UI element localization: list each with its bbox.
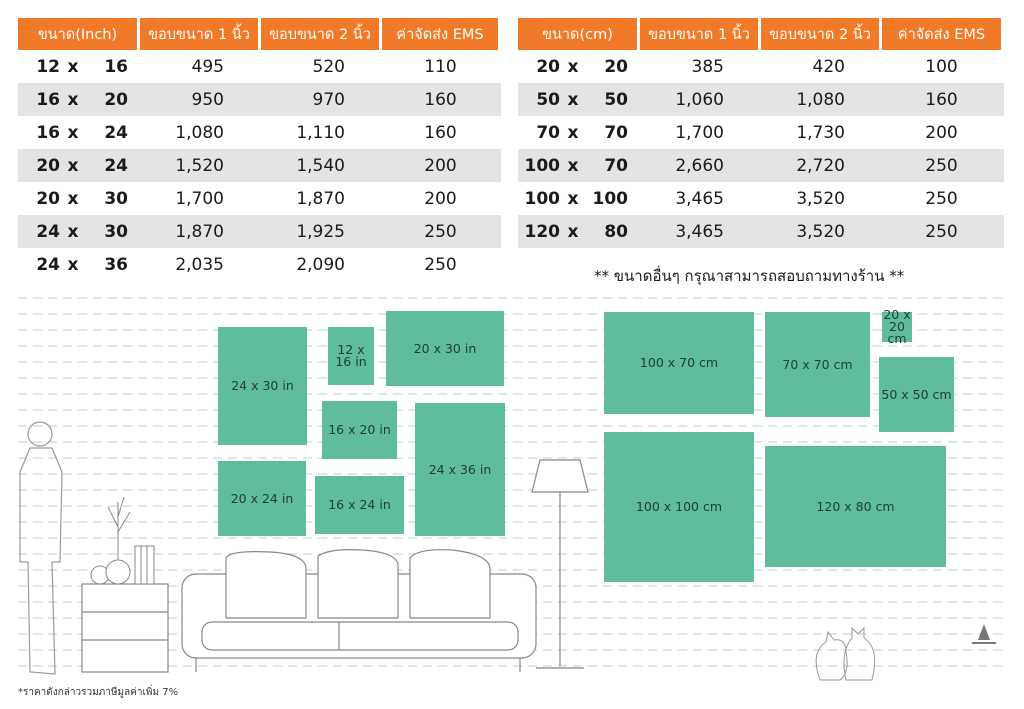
size-x: x (567, 188, 579, 209)
ems-cell: 110 (424, 56, 457, 77)
size-w: 120 (524, 221, 560, 242)
frame-20x30in: 20 x 30 in (386, 311, 504, 386)
size-x: x (567, 89, 579, 110)
size-w: 12 (36, 56, 60, 77)
ems-cell: 200 (424, 188, 457, 209)
ems-cell: 100 (925, 56, 958, 77)
frame-70x70cm: 70 x 70 cm (765, 312, 870, 417)
price-2inch-cell: 3,520 (796, 221, 845, 242)
inch-table-header (18, 18, 501, 50)
price-1inch-cell: 3,465 (675, 221, 724, 242)
table-row (18, 248, 501, 281)
size-x: x (567, 56, 579, 77)
ems-cell: 200 (925, 122, 958, 143)
price-1inch-cell: 1,060 (675, 89, 724, 110)
size-h: 70 (604, 155, 628, 176)
table-row (518, 182, 1004, 215)
size-cell (18, 182, 139, 215)
header-size-cm: ขนาด(cm) (518, 18, 637, 50)
size-h: 30 (104, 221, 128, 242)
size-h: 30 (104, 188, 128, 209)
size-w: 100 (524, 188, 560, 209)
size-cell (518, 83, 639, 116)
frame-100x70cm: 100 x 70 cm (604, 312, 754, 414)
floor-lamp-icon (532, 460, 588, 668)
size-x: x (67, 155, 79, 176)
header-frame-2inch: ขอบขนาด 2 นิ้ว (261, 18, 379, 50)
books-icon (135, 546, 154, 584)
ems-cell: 160 (424, 122, 457, 143)
header-ems: ค่าจัดส่ง EMS (382, 18, 498, 50)
price-1inch-cell: 950 (191, 89, 224, 110)
size-h: 70 (604, 122, 628, 143)
ems-cell: 250 (925, 155, 958, 176)
size-w: 20 (36, 155, 60, 176)
price-1inch-cell: 3,465 (675, 188, 724, 209)
header-size-inch: ขนาด(Inch) (18, 18, 137, 50)
frame-100x100cm: 100 x 100 cm (604, 432, 754, 582)
size-w: 16 (36, 89, 60, 110)
size-w: 24 (36, 221, 60, 242)
header-frame-1inch: ขอบขนาด 1 นิ้ว (140, 18, 258, 50)
size-x: x (67, 56, 79, 77)
size-cell (18, 50, 139, 83)
cm-table-header (518, 18, 1004, 50)
cm-price-table (518, 18, 1004, 248)
sofa-icon (182, 550, 536, 672)
size-cell (18, 83, 139, 116)
price-1inch-cell: 1,700 (675, 122, 724, 143)
ems-cell: 250 (925, 188, 958, 209)
size-w: 24 (36, 254, 60, 275)
frame-120x80cm: 120 x 80 cm (765, 446, 946, 567)
size-cell (518, 116, 639, 149)
size-cell (518, 50, 639, 83)
table-row (518, 50, 1004, 83)
size-h: 36 (104, 254, 128, 275)
price-1inch-cell: 1,700 (175, 188, 224, 209)
size-h: 24 (104, 155, 128, 176)
table-row (18, 116, 501, 149)
table-row (18, 83, 501, 116)
size-w: 100 (524, 155, 560, 176)
size-h: 16 (104, 56, 128, 77)
size-cell (518, 215, 639, 248)
size-x: x (67, 254, 79, 275)
size-h: 24 (104, 122, 128, 143)
frame-24x30in: 24 x 30 in (218, 327, 307, 445)
price-1inch-cell: 385 (691, 56, 724, 77)
price-2inch-cell: 970 (312, 89, 345, 110)
shop-logo-icon (972, 624, 996, 644)
price-2inch-cell: 2,090 (296, 254, 345, 275)
table-row (18, 215, 501, 248)
size-x: x (67, 89, 79, 110)
cats-icon (816, 628, 875, 680)
price-1inch-cell: 2,660 (675, 155, 724, 176)
table-row (18, 149, 501, 182)
price-2inch-cell: 2,720 (796, 155, 845, 176)
contact-note: ** ขนาดอื่นๆ กรุณาสามารถสอบถามทางร้าน ** (594, 267, 905, 285)
header-frame-2inch: ขอบขนาด 2 นิ้ว (761, 18, 879, 50)
header-ems: ค่าจัดส่ง EMS (882, 18, 1001, 50)
size-h: 20 (104, 89, 128, 110)
price-2inch-cell: 1,870 (296, 188, 345, 209)
frame-20x20cm: 20 x 20 cm (883, 307, 911, 346)
inch-price-table (18, 18, 501, 281)
size-x: x (567, 122, 579, 143)
price-1inch-cell: 2,035 (175, 254, 224, 275)
frame-12x16in: 12 x 16 in (328, 327, 374, 385)
price-2inch-cell: 1,925 (296, 221, 345, 242)
table-row (518, 149, 1004, 182)
ems-cell: 200 (424, 155, 457, 176)
size-x: x (567, 221, 579, 242)
ems-cell: 160 (424, 89, 457, 110)
price-2inch-cell: 1,080 (796, 89, 845, 110)
table-row (518, 83, 1004, 116)
size-x: x (67, 122, 79, 143)
price-2inch-cell: 1,540 (296, 155, 345, 176)
size-cell (18, 116, 139, 149)
header-frame-1inch: ขอบขนาด 1 นิ้ว (640, 18, 758, 50)
price-1inch-cell: 495 (191, 56, 224, 77)
frame-16x24in: 16 x 24 in (315, 476, 404, 534)
price-1inch-cell: 1,870 (175, 221, 224, 242)
size-w: 50 (536, 89, 560, 110)
price-2inch-cell: 1,730 (796, 122, 845, 143)
frame-24x36in: 24 x 36 in (415, 403, 505, 536)
size-w: 20 (536, 56, 560, 77)
size-w: 20 (36, 188, 60, 209)
table-row (18, 182, 501, 215)
table-row (518, 215, 1004, 248)
frame-50x50cm: 50 x 50 cm (879, 357, 954, 432)
price-2inch-cell: 420 (812, 56, 845, 77)
table-row (18, 50, 501, 83)
size-cell (18, 215, 139, 248)
ems-cell: 160 (925, 89, 958, 110)
size-cell (18, 149, 139, 182)
size-x: x (67, 221, 79, 242)
size-w: 70 (536, 122, 560, 143)
table-row (518, 116, 1004, 149)
vat-footnote: *ราคาดังกล่าวรวมภาษีมูลค่าเพิ่ม 7% (18, 687, 179, 698)
size-h: 20 (604, 56, 628, 77)
vase-icon (91, 497, 130, 584)
size-x: x (567, 155, 579, 176)
price-2inch-cell: 3,520 (796, 188, 845, 209)
size-w: 16 (36, 122, 60, 143)
size-cell (518, 182, 639, 215)
price-1inch-cell: 1,080 (175, 122, 224, 143)
ems-cell: 250 (424, 221, 457, 242)
frame-20x24in: 20 x 24 in (218, 461, 306, 536)
size-h: 50 (604, 89, 628, 110)
size-x: x (67, 188, 79, 209)
price-2inch-cell: 1,110 (296, 122, 345, 143)
price-1inch-cell: 1,520 (175, 155, 224, 176)
price-2inch-cell: 520 (312, 56, 345, 77)
size-cell (518, 149, 639, 182)
size-h: 100 (592, 188, 628, 209)
size-cell (18, 248, 139, 281)
frame-16x20in: 16 x 20 in (322, 401, 397, 459)
ems-cell: 250 (424, 254, 457, 275)
ems-cell: 250 (925, 221, 958, 242)
cabinet-icon (82, 584, 168, 672)
size-h: 80 (604, 221, 628, 242)
person-silhouette-icon (20, 422, 62, 674)
